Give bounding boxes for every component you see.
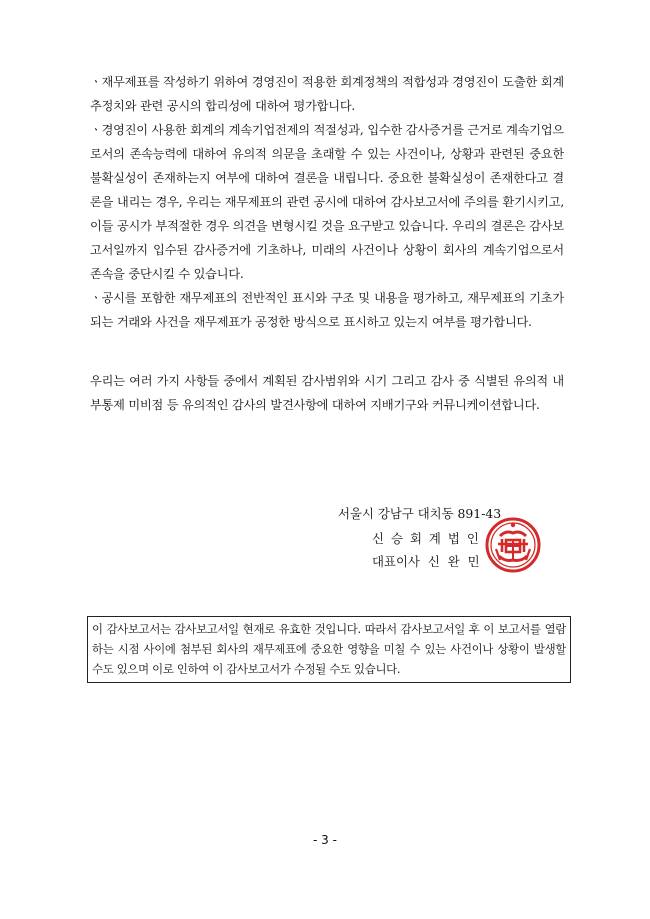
auditor-address: 서울시 강남구 대치동 891-43 xyxy=(338,506,502,521)
audit-procedures-list xyxy=(90,70,564,334)
procedure-item-presentation: ㆍ공시를 포함한 재무제표의 전반적인 표시와 구조 및 내용을 평가하고, 재무제표의 기초가 되는 거래와 사건을 재무제표가 공정한 방식으로 표시하고 있는지 여부를 평가합니다. xyxy=(90,291,564,329)
procedure-item-going-concern: ㆍ경영진이 사용한 회계의 계속기업전제의 적절성과, 입수한 감사증거를 근거로 계속기업으로서의 존속능력에 대하여 유의적 의문을 초래할 수 있는 사건이나, 상황과 관련된 중요한 불확실성이 존재하는지 여부에 대하여 결론을 내립니다. 중요한 불확실성이 존재한다고 결론을 내리는 경우, 우리는 재무제표의 관련 공시에 대하여 감사보고서에 주의를 환기시키고, 이들 공시가 부적절한 경우 의견을 변형시킬 것을 요구받고 있습니다. 우리의 결론은 감사보고서일까지 입수된 감사증거에 기초하나, 미래의 사건이나 상황이 회사의 계속기업으로서 존속을 중단시킬 수 있습니다. xyxy=(90,123,564,281)
representative-name: 대표이사 신 완 민 xyxy=(372,554,480,569)
official-seal-stamp xyxy=(484,516,542,574)
governance-communication-paragraph: 우리는 여러 가지 사항들 중에서 계획된 감사범위와 시기 그리고 감사 중 식별된 유의적 내부통제 미비점 등 유의적인 감사의 발견사항에 대하여 지배기구와 커뮤니케이션합니다. xyxy=(90,374,564,412)
page-number: - 3 - xyxy=(313,833,337,847)
validity-notice-box: 이 감사보고서는 감사보고서일 현재로 유효한 것입니다. 따라서 감사보고서일 후 이 보고서를 열람하는 시점 사이에 첨부된 회사의 재무제표에 중요한 영향을 미칠 수 있는 사건이나 상황이 발생할 수도 있으며 이로 인하여 이 감사보고서가 수정될 수도 있습니다. xyxy=(87,616,571,683)
audit-firm-name: 신승회계법인 xyxy=(372,531,486,546)
procedure-item-accounting-policies: ㆍ재무제표를 작성하기 위하여 경영진이 적용한 회계정책의 적합성과 경영진이 도출한 회계추정치와 관련 공시의 합리성에 대하여 평가합니다. xyxy=(90,75,564,113)
